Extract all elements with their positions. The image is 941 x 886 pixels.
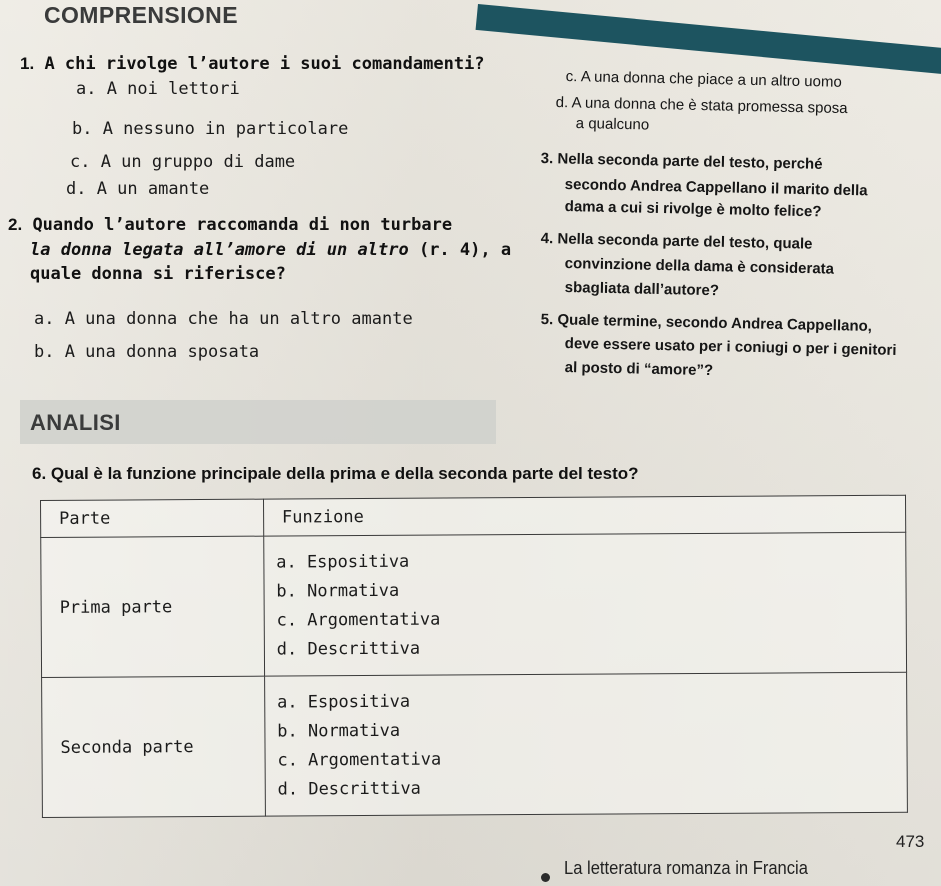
table-cell-seconda-parte: Seconda parte — [42, 676, 266, 817]
question-5-line-1: 5. Quale termine, secondo Andrea Cappellano, — [540, 310, 873, 335]
question-1 — [20, 52, 485, 76]
question-2-option-b[interactable]: b. A una donna sposata — [34, 342, 260, 362]
page-number: 473 — [896, 832, 925, 851]
seconda-option-b[interactable]: b. Normativa — [277, 720, 401, 742]
question-3-number: 3. — [540, 149, 554, 168]
comprensione-header-band — [476, 4, 941, 74]
question-1-option-a[interactable]: a. A noi lettori — [76, 79, 240, 99]
question-3-line-1: 3. Nella seconda parte del testo, perché — [540, 149, 823, 173]
question-2-option-a[interactable]: a. A una donna che ha un altro amante — [34, 309, 413, 329]
prima-option-d[interactable]: d. Descrittiva — [276, 638, 421, 660]
question-4-line-2: convinzione della dama è considerata — [564, 254, 835, 278]
question-2-option-c[interactable]: c. A una donna che piace a un altro uomo — [565, 67, 842, 91]
question-3-line-3: dama a cui si rivolge è molto felice? — [564, 197, 822, 221]
function-table — [40, 495, 908, 818]
question-1-text: A chi rivolge l’autore i suoi comandamenti? — [44, 54, 485, 74]
seconda-option-d[interactable]: d. Descrittiva — [277, 778, 421, 800]
table-header-row — [41, 495, 906, 537]
question-6: 6. Qual è la funzione principale della prima e della seconda parte del testo? — [32, 464, 639, 483]
table-row-seconda-parte — [42, 672, 908, 817]
question-2-line-1: Quando l’autore raccomanda di non turbare — [32, 215, 453, 235]
seconda-option-a[interactable]: a. Espositiva — [277, 691, 411, 713]
prima-option-c[interactable]: c. Argomentativa — [276, 609, 441, 631]
question-1-option-b[interactable]: b. A nessuno in particolare — [72, 119, 349, 139]
analisi-heading: ANALISI — [30, 410, 121, 435]
question-1-option-c[interactable]: c. A un gruppo di dame — [70, 152, 296, 172]
question-5-line-2: deve essere usato per i coniugi o per i genitori — [564, 334, 897, 359]
question-4-number: 4. — [540, 229, 554, 248]
question-2-option-d[interactable]: d. A una donna che è stata promessa sposa — [555, 93, 848, 118]
question-2-option-d-cont: a qualcuno — [575, 114, 650, 134]
question-2-ref: (r. 4), a — [418, 240, 512, 260]
question-2-line-2 — [30, 238, 511, 262]
seconda-option-c[interactable]: c. Argomentativa — [277, 749, 442, 771]
question-5-number: 5. — [540, 310, 554, 329]
question-2-number: 2. — [8, 215, 23, 234]
question-2-quote: la donna legata all’amore di un altro — [30, 240, 409, 260]
question-1-number: 1. — [20, 54, 35, 73]
question-2-line-3: quale donna si riferisce? — [30, 264, 286, 284]
question-4-line-3: sbagliata dall’autore? — [564, 278, 720, 300]
table-cell-prima-funzioni — [264, 532, 907, 676]
table-cell-prima-parte: Prima parte — [41, 536, 265, 677]
table-row-prima-parte — [41, 532, 907, 677]
prima-option-a[interactable]: a. Espositiva — [276, 551, 410, 573]
footer-bullet-icon — [541, 873, 550, 882]
question-2 — [8, 213, 452, 237]
question-1-option-d[interactable]: d. A un amante — [66, 179, 210, 199]
comprensione-heading: COMPRENSIONE — [44, 2, 238, 28]
table-header-parte: Parte — [41, 499, 264, 537]
question-4-line-1: 4. Nella seconda parte del testo, quale — [540, 229, 813, 253]
question-5-line-3: al posto di “amore”? — [564, 358, 714, 380]
prima-option-b[interactable]: b. Normativa — [276, 580, 400, 602]
table-cell-seconda-funzioni — [264, 672, 907, 816]
question-3-line-2: secondo Andrea Cappellano il marito della — [564, 175, 868, 200]
footer-title: La letteratura romanza in Francia — [564, 858, 808, 878]
table-header-funzione: Funzione — [263, 495, 905, 536]
